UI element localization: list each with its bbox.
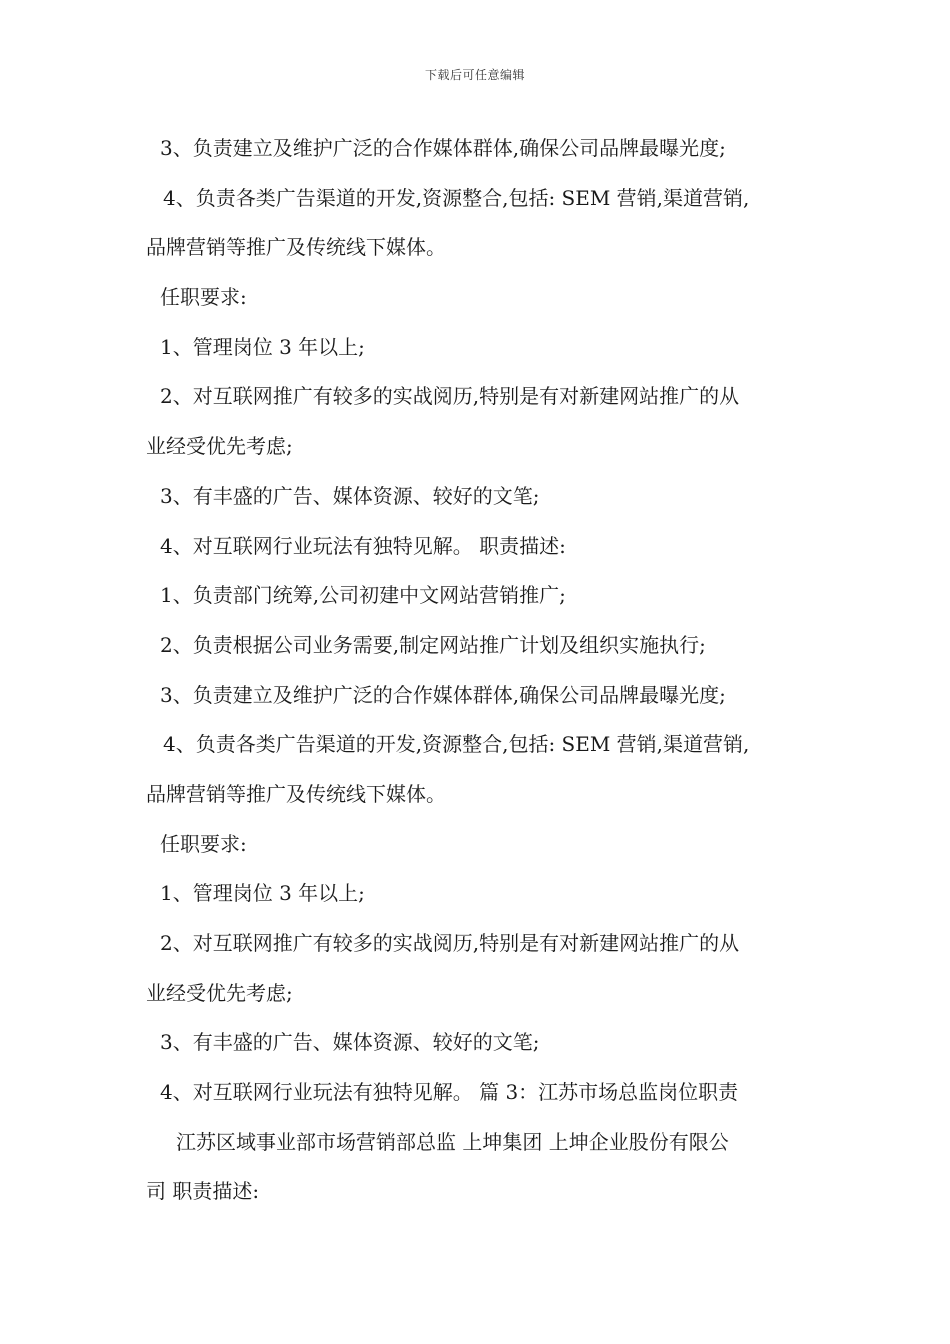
text-line: 品牌营销等推广及传统线下媒体。	[146, 781, 446, 806]
document-body	[146, 128, 816, 1221]
text-line: 1、负责部门统筹,公司初建中文网站营销推广;	[160, 583, 566, 608]
text-line: 1、管理岗位 3 年以上;	[160, 334, 365, 359]
text-line: 任职要求:	[160, 831, 247, 856]
text-line: 4、对互联网行业玩法有独特见解。 篇 3：江苏市场总监岗位职责	[160, 1080, 739, 1105]
text-line: 4、负责各类广告渠道的开发,资源整合,包括: SEM 营销,渠道营销,	[163, 185, 750, 210]
text-line: 业经受优先考虑;	[146, 980, 293, 1005]
text-line: 4、对互联网行业玩法有独特见解。 职责描述:	[160, 533, 566, 558]
text-line: 江苏区域事业部市场营销部总监 上坤集团 上坤企业股份有限公	[176, 1129, 729, 1154]
text-line: 4、负责各类广告渠道的开发,资源整合,包括: SEM 营销,渠道营销,	[163, 732, 750, 757]
text-line: 3、负责建立及维护广泛的合作媒体群体,确保公司品牌最曝光度;	[160, 136, 726, 160]
text-line: 3、负责建立及维护广泛的合作媒体群体,确保公司品牌最曝光度;	[160, 682, 726, 707]
text-line: 品牌营销等推广及传统线下媒体。	[146, 235, 446, 260]
text-line: 3、有丰盛的广告、媒体资源、较好的文笔;	[160, 483, 540, 508]
text-line: 1、管理岗位 3 年以上;	[160, 881, 365, 906]
text-line: 司 职责描述:	[146, 1179, 260, 1204]
text-line: 2、负责根据公司业务需要,制定网站推广计划及组织实施执行;	[160, 632, 706, 657]
text-line: 2、对互联网推广有较多的实战阅历,特别是有对新建网站推广的从	[160, 384, 740, 409]
text-line: 任职要求:	[160, 285, 247, 310]
text-line: 2、对互联网推广有较多的实战阅历,特别是有对新建网站推广的从	[160, 931, 740, 955]
page-header: 下载后可任意编辑	[424, 68, 525, 82]
text-line: 3、有丰盛的广告、媒体资源、较好的文笔;	[160, 1030, 540, 1055]
text-line: 业经受优先考虑;	[146, 434, 293, 459]
